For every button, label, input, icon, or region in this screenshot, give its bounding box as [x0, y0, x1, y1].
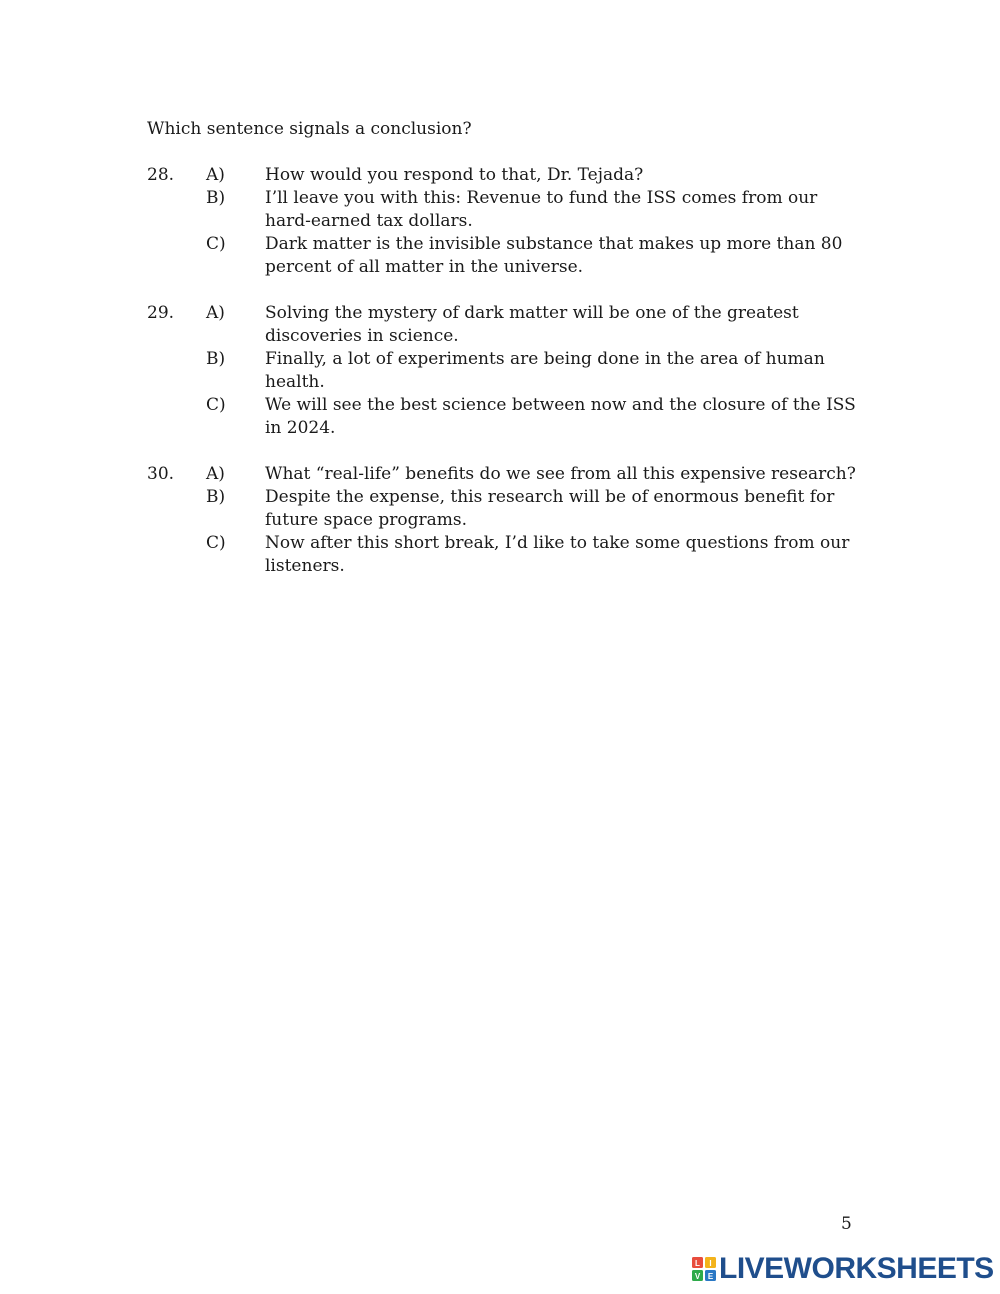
question-28: [147, 164, 867, 279]
answer-option-b[interactable]: [206, 187, 867, 233]
option-letter: B): [206, 349, 226, 369]
svg-text:I: I: [709, 1259, 712, 1268]
answer-option-b[interactable]: [206, 486, 867, 532]
brand-name: LIVEWORKSHEETS: [719, 1252, 994, 1285]
answer-options: [206, 302, 867, 440]
option-text: Now after this short break, I’d like to take some questions from our listeners.: [265, 533, 850, 576]
option-letter: A): [206, 303, 225, 323]
liveworksheets-logo-icon: [692, 1257, 716, 1281]
option-letter: B): [206, 188, 226, 208]
question-number: 30.: [147, 464, 175, 484]
option-text: Despite the expense, this research will be of enormous benefit for future space programs.: [265, 487, 835, 530]
option-text: What “real-life” benefits do we see from all this expensive research?: [265, 464, 856, 484]
option-letter: C): [206, 395, 226, 415]
brand-footer: [692, 1254, 994, 1284]
page-number: 5: [841, 1214, 852, 1234]
option-letter: C): [206, 533, 226, 553]
answer-options: [206, 164, 867, 279]
option-text: Dark matter is the invisible substance that makes up more than 80 percent of all matter in the universe.: [265, 234, 843, 277]
answer-option-a[interactable]: [206, 164, 867, 187]
option-text: We will see the best science between now and the closure of the ISS in 2024.: [265, 395, 856, 438]
svg-text:L: L: [695, 1259, 700, 1268]
answer-options: [206, 463, 867, 578]
svg-text:V: V: [694, 1272, 701, 1281]
option-text: Finally, a lot of experiments are being done in the area of human health.: [265, 349, 825, 392]
question-29: [147, 302, 867, 440]
option-letter: C): [206, 234, 226, 254]
option-letter: B): [206, 487, 226, 507]
answer-option-c[interactable]: [206, 394, 867, 440]
answer-option-b[interactable]: [206, 348, 867, 394]
answer-option-a[interactable]: [206, 302, 867, 348]
question-number: 28.: [147, 165, 175, 185]
option-letter: A): [206, 165, 225, 185]
question-prompt: Which sentence signals a conclusion?: [147, 119, 472, 139]
option-text: How would you respond to that, Dr. Tejada?: [265, 165, 644, 185]
question-30: [147, 463, 867, 578]
option-text: Solving the mystery of dark matter will be one of the greatest discoveries in science.: [265, 303, 799, 346]
answer-option-c[interactable]: [206, 233, 867, 279]
answer-option-a[interactable]: [206, 463, 867, 486]
svg-text:E: E: [707, 1272, 714, 1281]
question-number: 29.: [147, 303, 175, 323]
option-letter: A): [206, 464, 225, 484]
option-text: I’ll leave you with this: Revenue to fund the ISS comes from our hard-earned tax dollars.: [265, 188, 818, 231]
answer-option-c[interactable]: [206, 532, 867, 578]
